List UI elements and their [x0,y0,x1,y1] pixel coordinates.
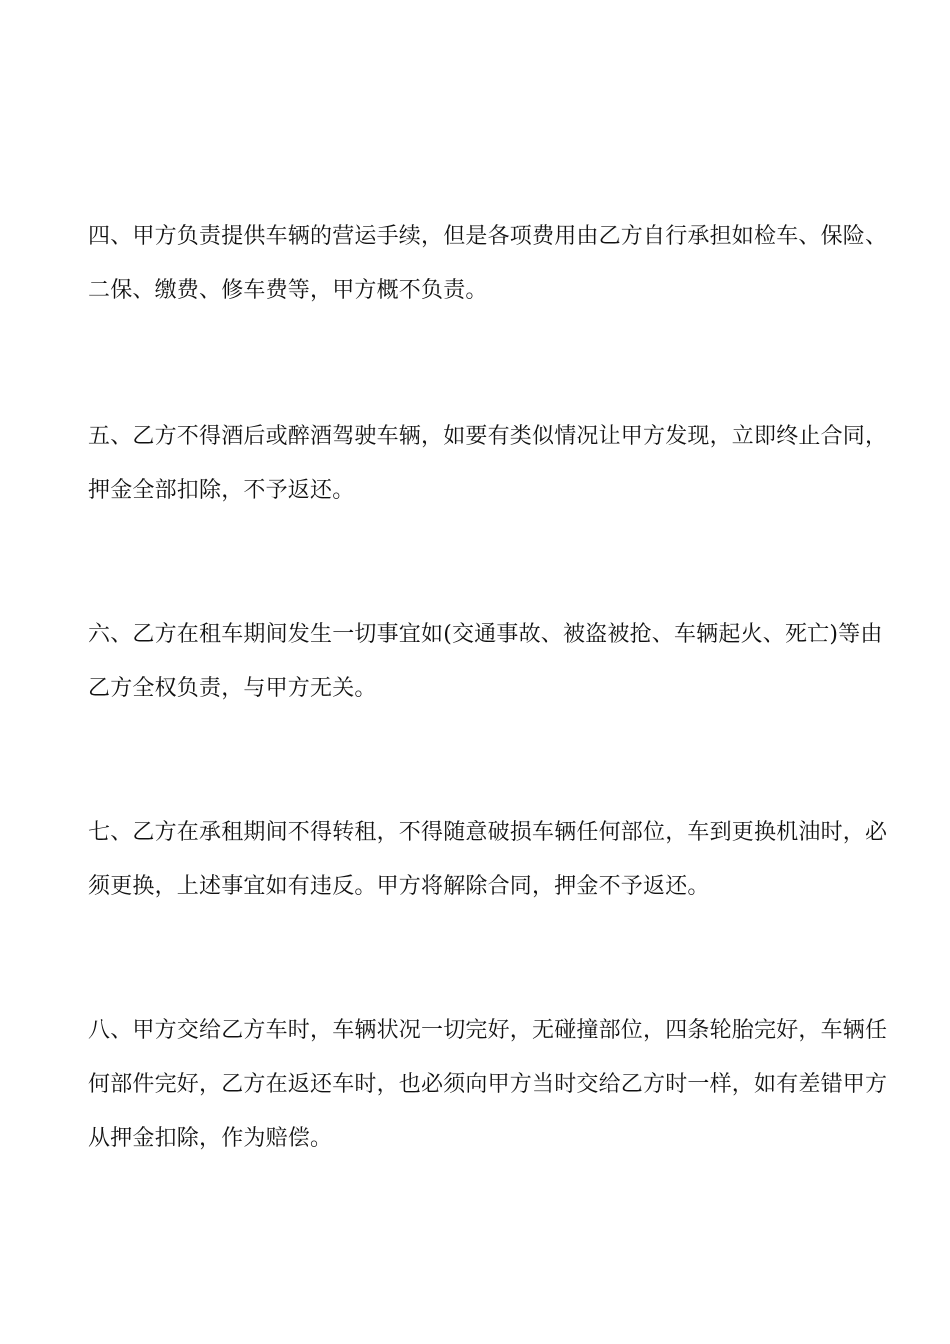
clause-7-paragraph: 七、乙方在承租期间不得转租，不得随意破损车辆任何部位，车到更换机油时，必须更换，上述事宜如有违反。甲方将解除合同，押金不予返还。 [88,820,888,899]
clause-6-paragraph: 六、乙方在租车期间发生一切事宜如(交通事故、被盗被抢、车辆起火、死亡)等由乙方全权负责，与甲方无关。 [88,622,883,701]
clause-4-paragraph: 四、甲方负责提供车辆的营运手续，但是各项费用由乙方自行承担如检车、保险、二保、缴费、修车费等，甲方概不负责。 [88,224,888,303]
clause-5-paragraph: 五、乙方不得酒后或醉酒驾驶车辆，如要有类似情况让甲方发现，立即终止合同，押金全部扣除，不予返还。 [88,424,888,503]
clause-8-paragraph: 八、甲方交给乙方车时，车辆状况一切完好，无碰撞部位，四条轮胎完好，车辆任何部件完好，乙方在返还车时，也必须向甲方当时交给乙方时一样，如有差错甲方从押金扣除，作为赔偿。 [88,1018,888,1151]
